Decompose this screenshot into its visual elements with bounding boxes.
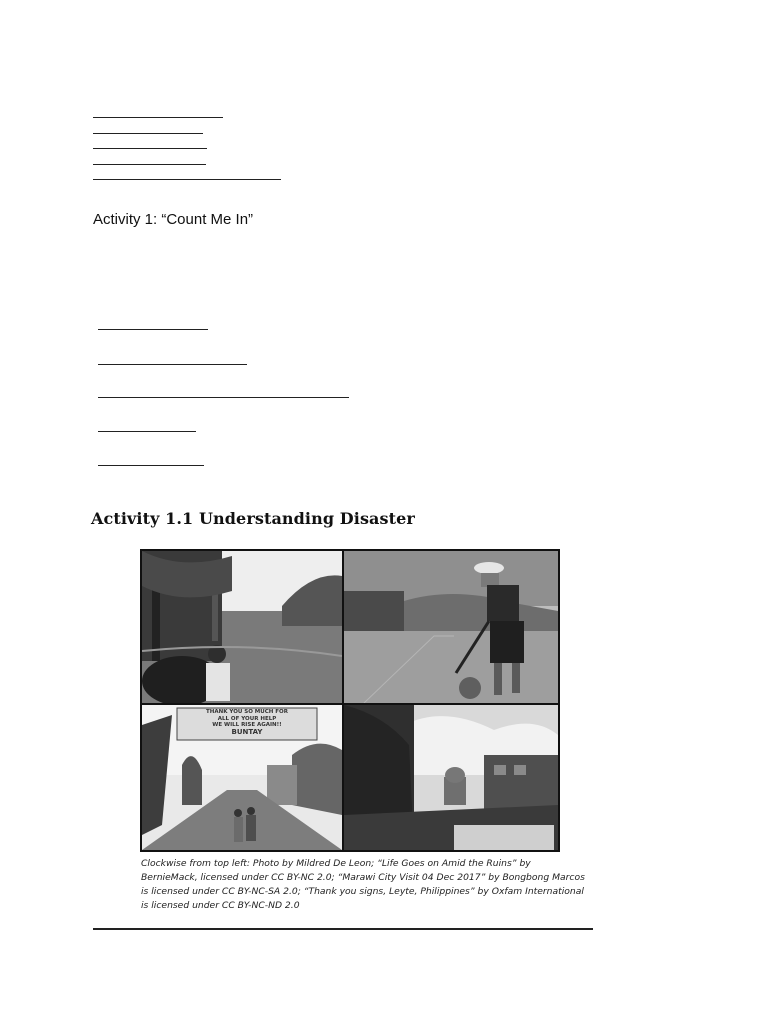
bottom-divider [93, 928, 593, 930]
top-underline-1 [93, 117, 223, 118]
banner-line-4: BUNTAY [231, 727, 263, 736]
photo-thank-you-banner [142, 705, 342, 850]
photo-ruins-sweeping [344, 551, 558, 703]
activity-1-1-heading: Activity 1.1 Understanding Disaster [91, 509, 415, 528]
caption-line-2: BernieMack, licensed under CC BY-NC 2.0; “Marawi City Visit 04 Dec 2017” by Bongbong Marcos [141, 872, 585, 883]
top-underline-3 [93, 148, 207, 149]
answer-blank-3[interactable] [98, 397, 349, 398]
top-underline-2 [93, 133, 203, 134]
caption-line-1: Clockwise from top left: Photo by Mildred De Leon; “Life Goes on Amid the Ruins” by [141, 858, 531, 869]
answer-blank-2[interactable] [98, 364, 247, 365]
top-underline-4 [93, 164, 206, 165]
answer-blank-4[interactable] [98, 431, 196, 432]
banner-line-2: ALL OF YOUR HELP [217, 715, 277, 722]
disaster-photo-collage [140, 549, 560, 852]
caption-line-4: is licensed under CC BY-NC-ND 2.0 [141, 900, 300, 911]
banner-line-1: THANK YOU SO MUCH FOR [206, 709, 288, 715]
photo-marawi-ruins [344, 705, 558, 850]
photo-flood [142, 551, 342, 703]
banner-line-3: WE WILL RISE AGAIN!! [212, 722, 282, 728]
answer-blank-1[interactable] [98, 329, 208, 330]
photo-caption [141, 857, 585, 913]
answer-blank-5[interactable] [98, 465, 204, 466]
caption-line-3: is licensed under CC BY-NC-SA 2.0; “Thank you signs, Leyte, Philippines” by Oxfam International [141, 886, 584, 897]
top-underline-5 [93, 179, 281, 180]
banner-text [178, 709, 316, 739]
activity-1-title: Activity 1: “Count Me In” [93, 211, 254, 228]
